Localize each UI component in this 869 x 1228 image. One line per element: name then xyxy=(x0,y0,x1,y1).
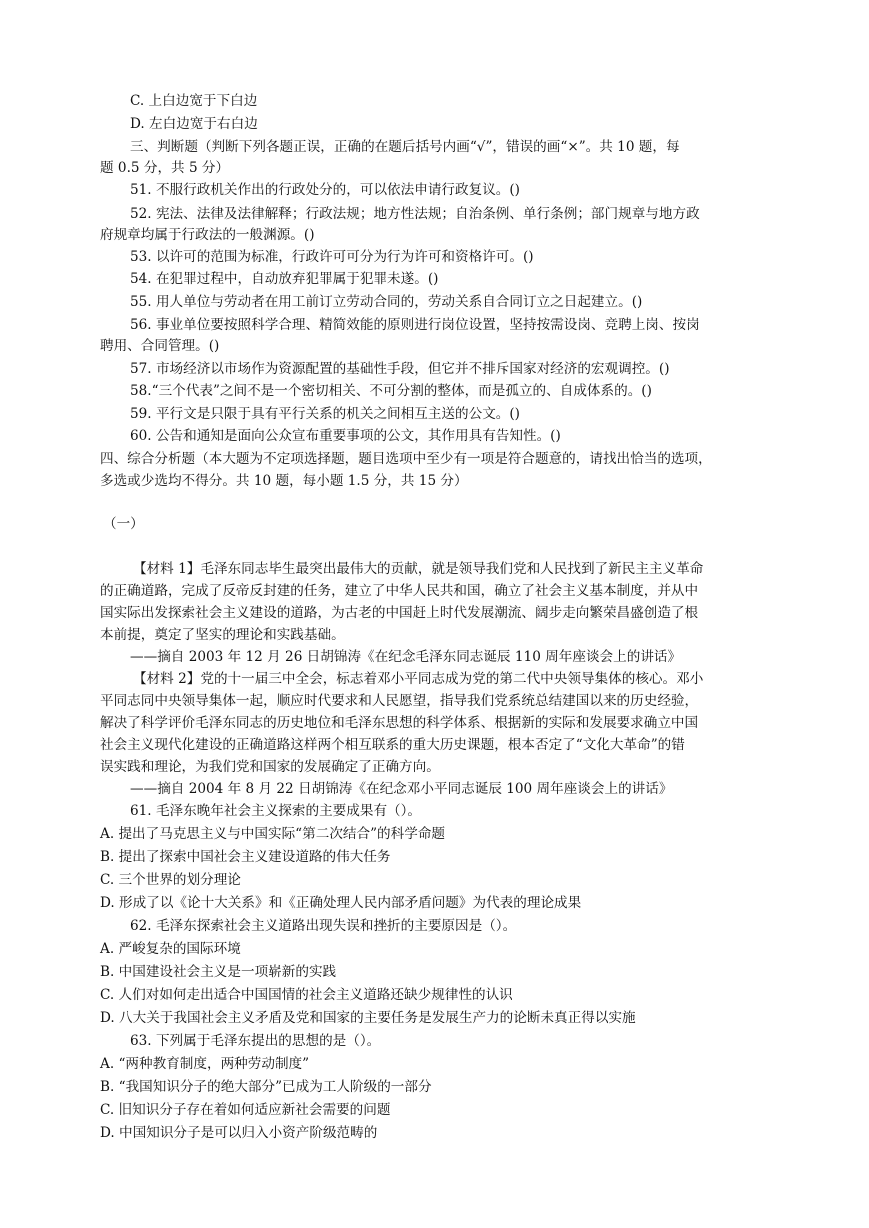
material-1: 【材料 1】毛泽东同志毕生最突出最伟大的贡献，就是领导我们党和人民找到了新民主主义革命 xyxy=(133,561,704,577)
material-1-source: ——摘自 2003 年 12 月 26 日胡锦涛《在纪念毛泽东同志诞辰 110 周年座谈会上的讲话》 xyxy=(130,649,682,665)
section-3-heading-cont: 题 0.5 分，共 5 分） xyxy=(100,160,230,176)
material-2-line4: 社会主义现代化建设的正确道路这样两个相互联系的重大历史课题，根本否定了“文化大革命”的错 xyxy=(100,737,685,753)
question-52: 52. 宪法、法律及法律解释；行政法规；地方性法规；自治条例、单行条例；部门规章与地方政 xyxy=(130,206,700,222)
question-62-option-b: B. 中国建设社会主义是一项崭新的实践 xyxy=(100,964,337,980)
material-2-line2: 平同志同中央领导集体一起，顺应时代要求和人民愿望，指导我们党系统总结建国以来的历史经验， xyxy=(100,693,699,709)
question-63-option-c: C. 旧知识分子存在着如何适应新社会需要的问题 xyxy=(100,1102,391,1118)
question-63-option-a: A. “两种教育制度，两种劳动制度” xyxy=(100,1056,310,1072)
section-4-heading: 四、综合分析题（本大题为不定项选择题，题目选项中至少有一项是符合题意的，请找出恰当的选项， xyxy=(100,451,712,467)
question-59: 59. 平行文是只限于具有平行关系的机关之间相互主送的公文。() xyxy=(130,406,520,422)
question-62-option-d: D. 八大关于我国社会主义矛盾及党和国家的主要任务是发展生产力的论断未真正得以实施 xyxy=(100,1010,636,1026)
section-3-heading: 三、判断题（判断下列各题正误，正确的在题后括号内画“√”，错误的画“×”。共 10 题，每 xyxy=(130,139,680,155)
material-2-line5: 误实践和理论，为我们党和国家的发展确定了正确方向。 xyxy=(100,759,440,775)
question-63-option-d: D. 中国知识分子是可以归入小资产阶级范畴的 xyxy=(100,1125,378,1141)
question-52-cont: 府规章均属于行政法的一般渊源。() xyxy=(100,227,315,243)
question-54: 54. 在犯罪过程中，自动放弃犯罪属于犯罪未遂。() xyxy=(130,271,439,287)
question-63-option-b: B. “我国知识分子的绝大部分”已成为工人阶级的一部分 xyxy=(100,1079,432,1095)
question-61: 61. 毛泽东晚年社会主义探索的主要成果有（）。 xyxy=(130,803,422,819)
question-61-option-d: D. 形成了以《论十大关系》和《正确处理人民内部矛盾问题》为代表的理论成果 xyxy=(100,895,582,911)
question-62-option-a: A. 严峻复杂的国际环境 xyxy=(100,941,241,957)
option-c-prev: C. 上白边宽于下白边 xyxy=(130,93,258,109)
question-58: 58.“三个代表”之间不是一个密切相关、不可分割的整体，而是孤立的、自成体系的。() xyxy=(130,383,652,399)
material-1-line4: 本前提，奠定了坚实的理论和实践基础。 xyxy=(100,627,345,643)
question-60: 60. 公告和通知是面向公众宣布重要事项的公文，其作用具有告知性。() xyxy=(130,428,561,444)
question-61-option-c: C. 三个世界的划分理论 xyxy=(100,872,241,888)
question-56-cont: 聘用、合同管理。() xyxy=(100,338,220,354)
question-55: 55. 用人单位与劳动者在用工前订立劳动合同的，劳动关系自合同订立之日起建立。() xyxy=(130,294,643,310)
question-61-option-a: A. 提出了马克思主义与中国实际“第二次结合”的科学命题 xyxy=(100,826,446,842)
option-d-prev: D. 左白边宽于右白边 xyxy=(130,116,258,132)
question-62-option-c: C. 人们对如何走出适合中国国情的社会主义道路还缺少规律性的认识 xyxy=(100,987,513,1003)
question-62: 62. 毛泽东探索社会主义道路出现失误和挫折的主要原因是（）。 xyxy=(130,918,517,934)
material-1-line3: 国实际出发探索社会主义建设的道路，为古老的中国赶上时代发展潮流、阔步走向繁荣昌盛创造了根 xyxy=(100,605,699,621)
question-56: 56. 事业单位要按照科学合理、精简效能的原则进行岗位设置，坚持按需设岗、竞聘上岗、按岗 xyxy=(130,317,700,333)
question-57: 57. 市场经济以市场作为资源配置的基础性手段，但它并不排斥国家对经济的宏观调控。() xyxy=(130,361,670,377)
material-1-line2: 的正确道路，完成了反帝反封建的任务，建立了中华人民共和国，确立了社会主义基本制度，并从中 xyxy=(100,583,699,599)
question-51: 51. 不服行政机关作出的行政处分的，可以依法申请行政复议。() xyxy=(130,182,520,198)
question-63: 63. 下列属于毛泽东提出的思想的是（）。 xyxy=(130,1033,381,1049)
question-61-option-b: B. 提出了探索中国社会主义建设道路的伟大任务 xyxy=(100,849,391,865)
material-2-source: ——摘自 2004 年 8 月 22 日胡锦涛《在纪念邓小平同志诞辰 100 周年座谈会上的讲话》 xyxy=(130,781,673,797)
question-53: 53. 以许可的范围为标准，行政许可可分为行为许可和资格许可。() xyxy=(130,249,534,265)
section-4-heading-cont: 多选或少选均不得分。共 10 题，每小题 1.5 分，共 15 分） xyxy=(100,473,468,489)
material-2-line3: 解决了科学评价毛泽东同志的历史地位和毛泽东思想的科学体系、根据新的实际和发展要求确立中国 xyxy=(100,715,699,731)
material-2: 【材料 2】党的十一届三中全会，标志着邓小平同志成为党的第二代中央领导集体的核心。邓小 xyxy=(133,671,704,687)
group-1-label: （一） xyxy=(103,516,144,532)
